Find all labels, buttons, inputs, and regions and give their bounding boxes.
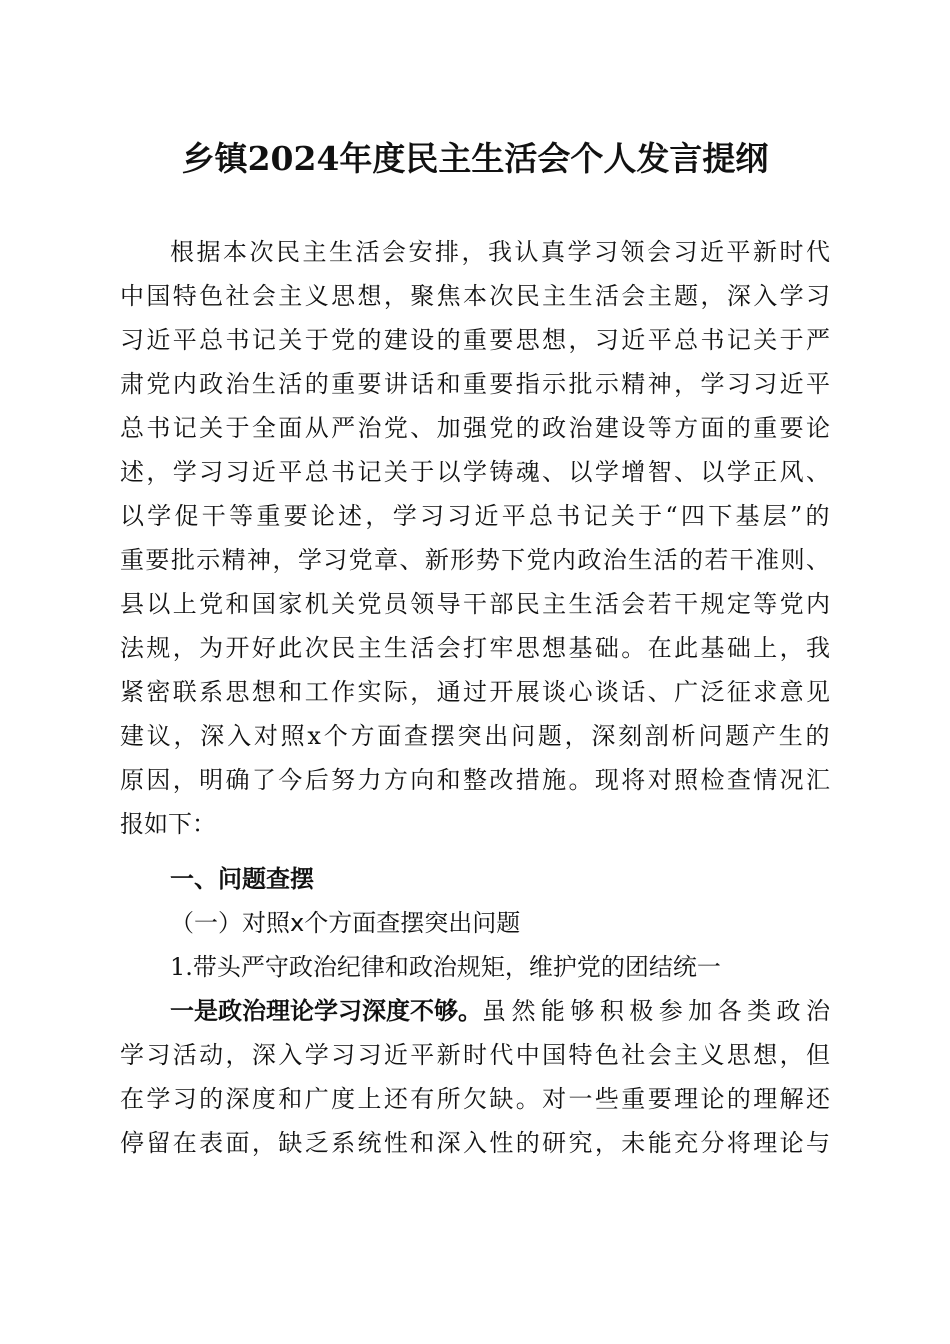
document-title: 乡镇2024年度民主生活会个人发言提纲 [181,139,769,178]
point-body-text: 虽然能够积极参加各类政治 [482,997,836,1025]
document-page: 乡镇2024年度民主生活会个人发言提纲 根据本次民主生活会安排，我认真学习领会习近平新时代 中国特色社会主义思想，聚焦本次民主生活会主题，深入学习 习近平总书记关于党的建设的重要思想，习近平总书记关于严 肃党内政治生活的重要讲话和重要指示批示精神，学习习近平 总书记关于全面从严治党、加强党的政治建设等方面的重要论 述，学习习近平总书记关于以学铸魂、以学增智、以学正风、 以学促干等重要论述，学习习近平总书记关于“四下基层”的 重要批示精神，学习党章、新形势下党内政治生活的若干准则、 县以上党和国家机关党员领导干部民主生活会若干规定等党内 法规，为开好此次民主生活会打牢思想基础。在此基础上，我 紧密联系思想和工作实际，通过开展谈心谈话、广泛征求意见 建议，深入对照x个方面查摆突出问题，深刻剖析问题产生的 原因，明确了今后努力方向和整改措施。现将对照检查情况汇 报如下： 一、问题查摆 （一）对照x个方面查摆突出问题 1.带头严守政治纪律和政治规矩，维护党的团结统一 一是政治理论学习深度不够。 虽然能够积极参加各类政治 学习活动，深入学习习近平新时代中国特色社会主义思想，但 在学习的深度和广度上还有所欠缺。对一些重要理论的理解还 停留在表面，缺乏系统性和深入性的研究，未能充分将理论与 [0,0,950,1344]
point-lead-text: 一是政治理论学习深度不够。 [170,996,482,1025]
